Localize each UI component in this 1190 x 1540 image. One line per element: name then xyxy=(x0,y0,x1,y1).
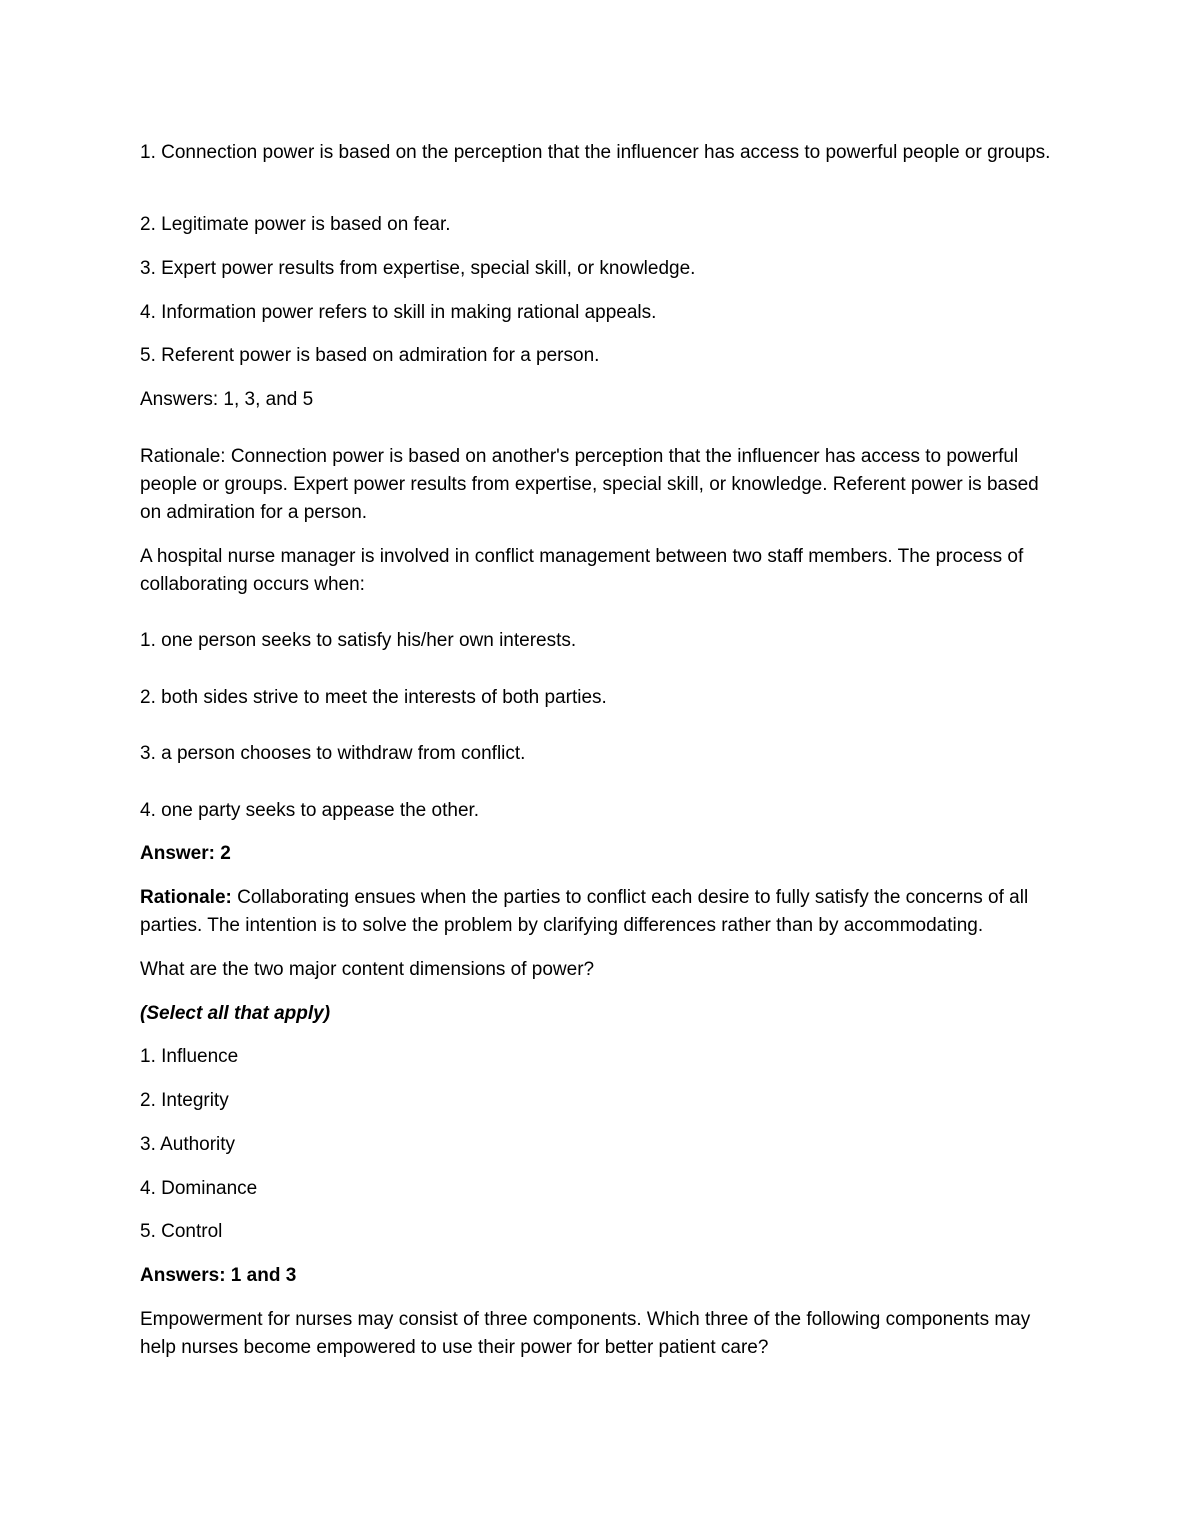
q4-question: Empowerment for nurses may consist of three components. Which three of the following components may help nurses become empowered to use their power for better patient care? xyxy=(140,1309,1031,1358)
q3-option-3: 3. Authority xyxy=(140,1134,236,1155)
q3-option-5: 5. Control xyxy=(140,1221,223,1242)
q2-rationale xyxy=(140,884,1055,940)
q2-rationale-label: Rationale: xyxy=(140,887,232,908)
q2-rationale-text: Collaborating ensues when the parties to conflict each desire to fully satisfy the concerns of all parties. The intention is to solve the problem by clarifying differences rather than by accommodating. xyxy=(140,887,1029,936)
q1-rationale: Rationale: Connection power is based on another's perception that the influencer has access to powerful people or groups. Expert power results from expertise, special skill, or knowledge. Referent power is based on admiration for a person. xyxy=(140,446,1039,523)
q1-option-2: 2. Legitimate power is based on fear. xyxy=(140,214,451,235)
q1-option-4: 4. Information power refers to skill in making rational appeals. xyxy=(140,302,657,323)
q3-answer: Answers: 1 and 3 xyxy=(140,1265,297,1286)
q1-option-3: 3. Expert power results from expertise, special skill, or knowledge. xyxy=(140,258,696,279)
q2-question: A hospital nurse manager is involved in conflict management between two staff members. The process of collaborating occurs when: xyxy=(140,546,1024,595)
q2-option-3: 3. a person chooses to withdraw from conflict. xyxy=(140,743,526,764)
q3-option-2: 2. Integrity xyxy=(140,1090,229,1111)
q2-option-2: 2. both sides strive to meet the interests of both parties. xyxy=(140,687,607,708)
q3-question: What are the two major content dimensions of power? xyxy=(140,959,595,980)
q3-option-1: 1. Influence xyxy=(140,1046,239,1067)
q1-answer: Answers: 1, 3, and 5 xyxy=(140,389,314,410)
q2-option-1: 1. one person seeks to satisfy his/her own interests. xyxy=(140,630,577,651)
q3-option-4: 4. Dominance xyxy=(140,1178,258,1199)
q1-option-5: 5. Referent power is based on admiration for a person. xyxy=(140,345,600,366)
q3-instruction: (Select all that apply) xyxy=(140,1003,331,1024)
q2-option-4: 4. one party seeks to appease the other. xyxy=(140,800,480,821)
q2-answer: Answer: 2 xyxy=(140,843,231,864)
q1-option-1: 1. Connection power is based on the perception that the influencer has access to powerful people or groups. xyxy=(140,142,1051,163)
